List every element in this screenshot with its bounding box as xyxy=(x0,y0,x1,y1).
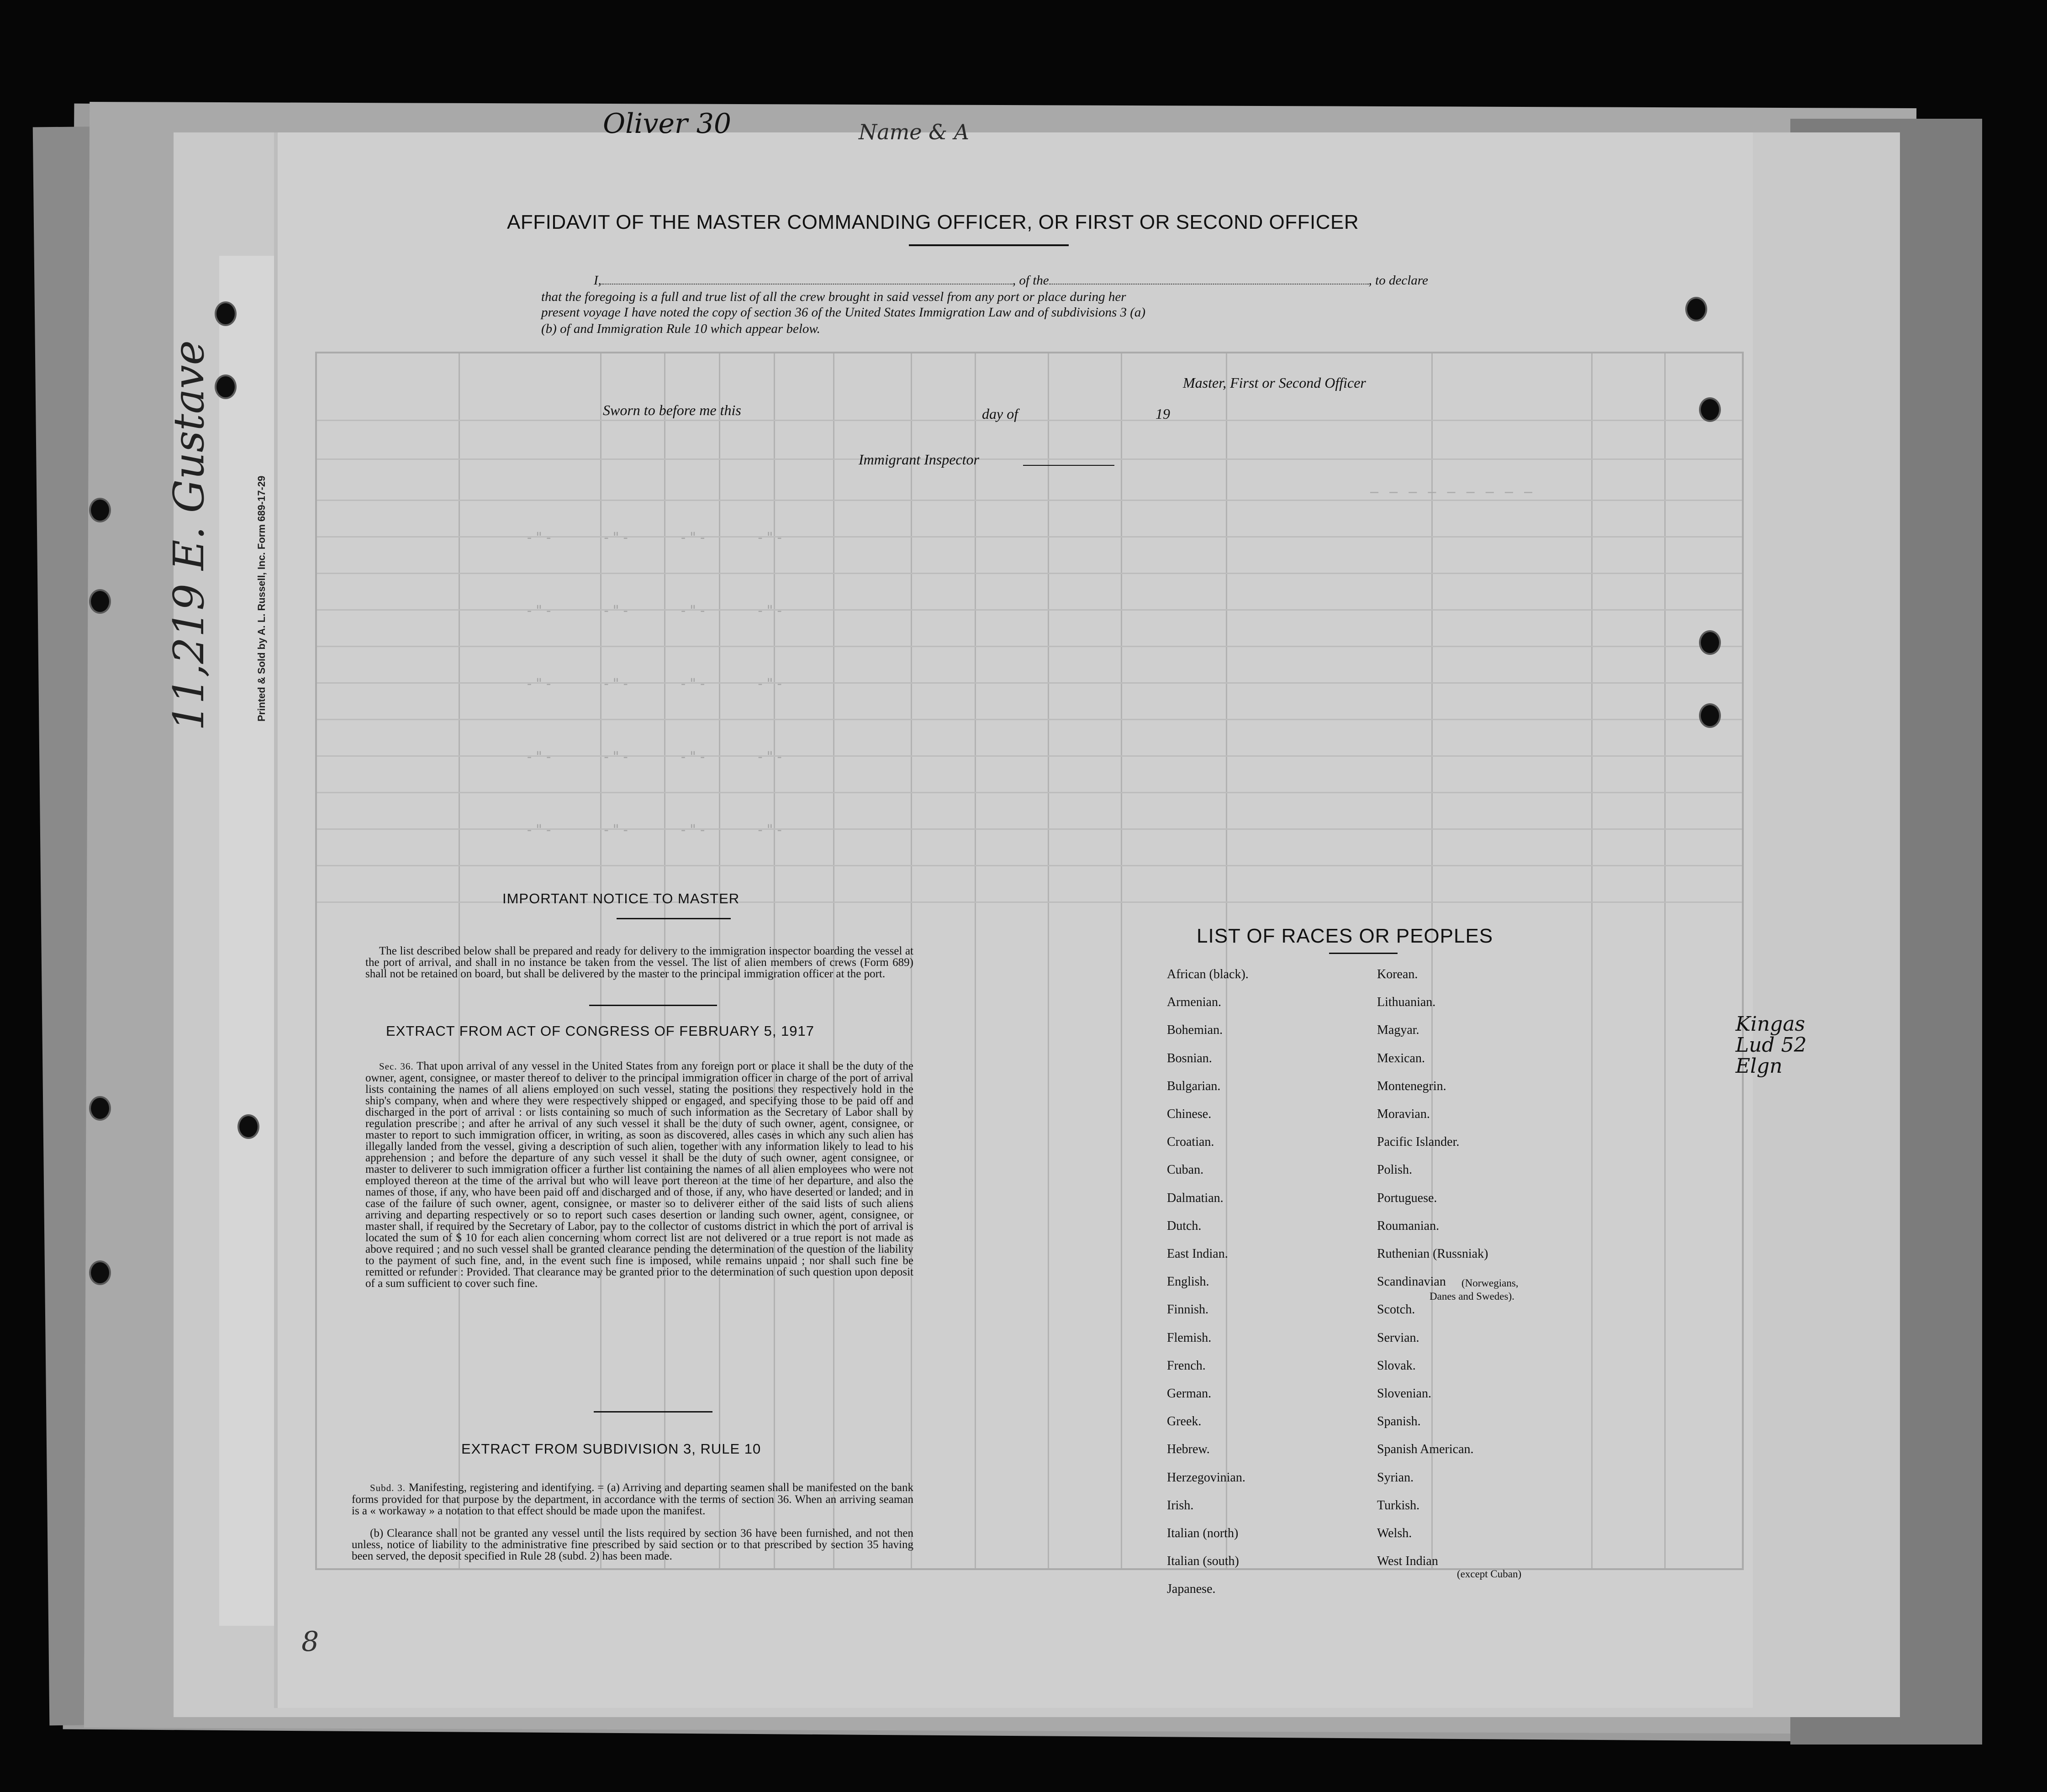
handwritten-margin-note: Kingas Lud 52 Elgn xyxy=(1736,1012,1807,1078)
sworn-label: Sworn to before me this xyxy=(603,402,741,418)
race-item: Ruthenian (Russniak) xyxy=(1377,1247,1488,1261)
race-item: Italian (south) xyxy=(1167,1554,1239,1569)
race-item: Montenegrin. xyxy=(1377,1079,1446,1093)
race-item: Scandinavian xyxy=(1377,1275,1446,1289)
handwritten-mark: 8 xyxy=(301,1626,319,1658)
affidavit-title: AFFIDAVIT OF THE MASTER COMMANDING OFFICER, OR FIRST OR SECOND OFFICER xyxy=(507,211,1359,233)
affidavit-line: I, , of the , to declare xyxy=(594,273,1428,288)
race-item: Cuban. xyxy=(1167,1163,1204,1177)
race-item: Mexican. xyxy=(1377,1051,1425,1065)
race-item: Italian (north) xyxy=(1167,1526,1239,1540)
handwritten-note: Name & A xyxy=(859,120,969,144)
race-item: Spanish. xyxy=(1377,1414,1421,1429)
race-item: Irish. xyxy=(1167,1498,1194,1513)
punch-hole xyxy=(215,374,237,399)
race-item: German. xyxy=(1167,1386,1212,1401)
race-item: Servian. xyxy=(1377,1330,1419,1345)
binding-strip xyxy=(219,256,274,1626)
scandinavian-note: (Norwegians, xyxy=(1461,1277,1519,1289)
affidavit-line: (b) of and Immigration Rule 10 which appear below. xyxy=(541,322,820,336)
notice-text: The list described below shall be prepared and ready for delivery to the immigration inspector boarding the vessel at the port of arrival, and shall in no instance be taken from the vessel. The list of alien members of crews (Form 689) shall not be retained on board, but shall be delivered by the master to the principal immigration officer at the port. xyxy=(365,945,913,980)
race-item: Greek. xyxy=(1167,1414,1202,1429)
notice-heading: IMPORTANT NOTICE TO MASTER xyxy=(502,891,740,907)
west-indian-note: (except Cuban) xyxy=(1457,1568,1522,1580)
extract-rule-text-a: Subd. 3. Manifesting, registering and identifying. = (a) Arriving and departing seamen shall be manifested on the bank forms provided for that purpose by the department, in accordance with the terms of section 36. When an arriving seaman is a « workaway » a notation to that effect should be made upon the manifest. xyxy=(352,1481,914,1517)
race-item: Dutch. xyxy=(1167,1218,1202,1233)
race-item: Chinese. xyxy=(1167,1107,1212,1121)
race-item: Japanese. xyxy=(1167,1582,1216,1597)
affidavit-line: that the foregoing is a full and true list of all the crew brought in said vessel from any port or place during her xyxy=(541,290,1126,304)
punch-hole xyxy=(1685,297,1707,322)
punch-hole xyxy=(89,1260,111,1285)
race-item: Slovak. xyxy=(1377,1358,1416,1373)
race-item: Lithuanian. xyxy=(1377,995,1436,1010)
signature-line xyxy=(1023,465,1114,466)
race-item: East Indian. xyxy=(1167,1247,1228,1261)
race-item: Polish. xyxy=(1377,1163,1413,1177)
race-item: African (black). xyxy=(1167,967,1249,981)
handwritten-side-note: 11,219 E. Gustave xyxy=(164,340,213,731)
race-item: Bosnian. xyxy=(1167,1051,1212,1065)
divider xyxy=(589,1005,717,1006)
race-item: Flemish. xyxy=(1167,1330,1212,1345)
day-of-label: day of xyxy=(982,406,1018,422)
divider xyxy=(909,244,1069,246)
printer-imprint: Printed & Sold by A. L. Russell, Inc. Form 689-17-29 xyxy=(256,475,267,722)
affidavit-line: present voyage I have noted the copy of section 36 of the United States Immigration Law and of subdivisions 3 (a) xyxy=(541,305,1146,320)
punch-hole xyxy=(89,589,111,614)
punch-hole xyxy=(1699,397,1721,422)
race-item: Dalmatian. xyxy=(1167,1191,1224,1205)
race-item: Korean. xyxy=(1377,967,1418,981)
scandinavian-note-2: Danes and Swedes). xyxy=(1430,1291,1514,1302)
race-item: Syrian. xyxy=(1377,1470,1414,1485)
race-item: Spanish American. xyxy=(1377,1442,1474,1457)
master-signature-label: Master, First or Second Officer xyxy=(1183,374,1366,391)
race-item: Roumanian. xyxy=(1377,1218,1440,1233)
extract-act-text: Sec. 36. That upon arrival of any vessel in the United States from any foreign port or place it shall be the duty of the owner, agent, consignee, or master thereof to deliver to the principal immigration officer in charge of the port of arrival lists containing the names of all aliens employed on such vessel, stating the positions they respectively hold in the ship's company, when and where they were respectively shipped or engaged, and specifying those to be paid off and discharged in the port of arrival : or lists containing so much of such information as the Secretary of Labor shall by regulation prescribe ; and after he arrival of any such vessel it shall be the duty of such owner, agent, consignee, or master to report to such immigration officer, in writing, as soon as discovered, alles cases in which any such alien has illegally landed from the vessel, giving a description of such alien, together with any information likely to lead to his apprehension ; and before the departure of any such vessel it shall be the duty of such owner, agent consignee, or master to deliverer to such immigration officer a further list containing the names of all alien employees who were not employed thereon at the time of the arrival but who will leave port thereon at the time of her departure, and also the names of those, if any, who have been paid off and discharged and of those, if any, who have deserted or landed; and in case of the failure of such owner, agent, consignee, or master so to deliverer either of the said lists of such aliens arriving and departing respectively or so to report such cases desertion or landing such owner, agent, consignee, or master shall, if required by the Secretary of Labor, pay to the collector of customs district in which the port of arrival is located the sum of $ 10 for each alien concerning whom correct list are not delivered or a true report is not made as above required ; and no such vessel shall be granted clearance pending the determination of the question of the liability to the payment of such fine, and, in the event such fine is imposed, while remains unpaid ; nor shall such fine be remitted or refunder : Provided. That clearance may be granted prior to the determination of such question upon deposit of a sum sufficient to cover such fine. xyxy=(365,1060,913,1290)
races-heading: LIST OF RACES OR PEOPLES xyxy=(1197,925,1493,947)
race-item: Welsh. xyxy=(1377,1526,1412,1540)
race-item: Magyar. xyxy=(1377,1023,1419,1038)
punch-hole xyxy=(237,1114,259,1139)
punch-hole xyxy=(1699,630,1721,655)
race-item: Hebrew. xyxy=(1167,1442,1210,1457)
race-item: West Indian xyxy=(1377,1554,1438,1569)
punch-hole xyxy=(215,301,237,326)
divider xyxy=(617,918,731,919)
race-item: Bohemian. xyxy=(1167,1023,1223,1038)
race-item: Scotch. xyxy=(1377,1302,1415,1317)
race-item: Portuguese. xyxy=(1377,1191,1437,1205)
divider xyxy=(594,1411,712,1413)
punch-hole xyxy=(89,498,111,522)
year-label: 19 xyxy=(1155,406,1170,422)
punch-hole xyxy=(1699,703,1721,728)
race-item: English. xyxy=(1167,1275,1209,1289)
race-item: Armenian. xyxy=(1167,995,1221,1010)
race-item: Herzegovinian. xyxy=(1167,1470,1245,1485)
handwritten-note: Oliver 30 xyxy=(603,108,732,140)
race-item: Croatian. xyxy=(1167,1135,1214,1149)
race-item: Finnish. xyxy=(1167,1302,1209,1317)
race-item: Turkish. xyxy=(1377,1498,1420,1513)
punch-hole xyxy=(89,1096,111,1121)
race-item: Moravian. xyxy=(1377,1107,1430,1121)
extract-rule-heading: EXTRACT FROM SUBDIVISION 3, RULE 10 xyxy=(461,1441,761,1457)
race-item: Slovenian. xyxy=(1377,1386,1431,1401)
divider xyxy=(1329,953,1398,954)
race-item: Pacific Islander. xyxy=(1377,1135,1460,1149)
race-item: Bulgarian. xyxy=(1167,1079,1221,1093)
race-item: French. xyxy=(1167,1358,1206,1373)
inspector-label: Immigrant Inspector xyxy=(859,451,979,468)
extract-rule-text-b: (b) Clearance shall not be granted any vessel until the lists required by section 36 have been furnished, and not then unless, notice of liability to the administrative fine prescribed by said section or to that prescribed by section 35 having been served, the deposit specified in Rule 28 (subd. 2) has been made. xyxy=(352,1527,913,1562)
extract-act-heading: EXTRACT FROM ACT OF CONGRESS OF FEBRUARY 5, 1917 xyxy=(386,1023,815,1039)
